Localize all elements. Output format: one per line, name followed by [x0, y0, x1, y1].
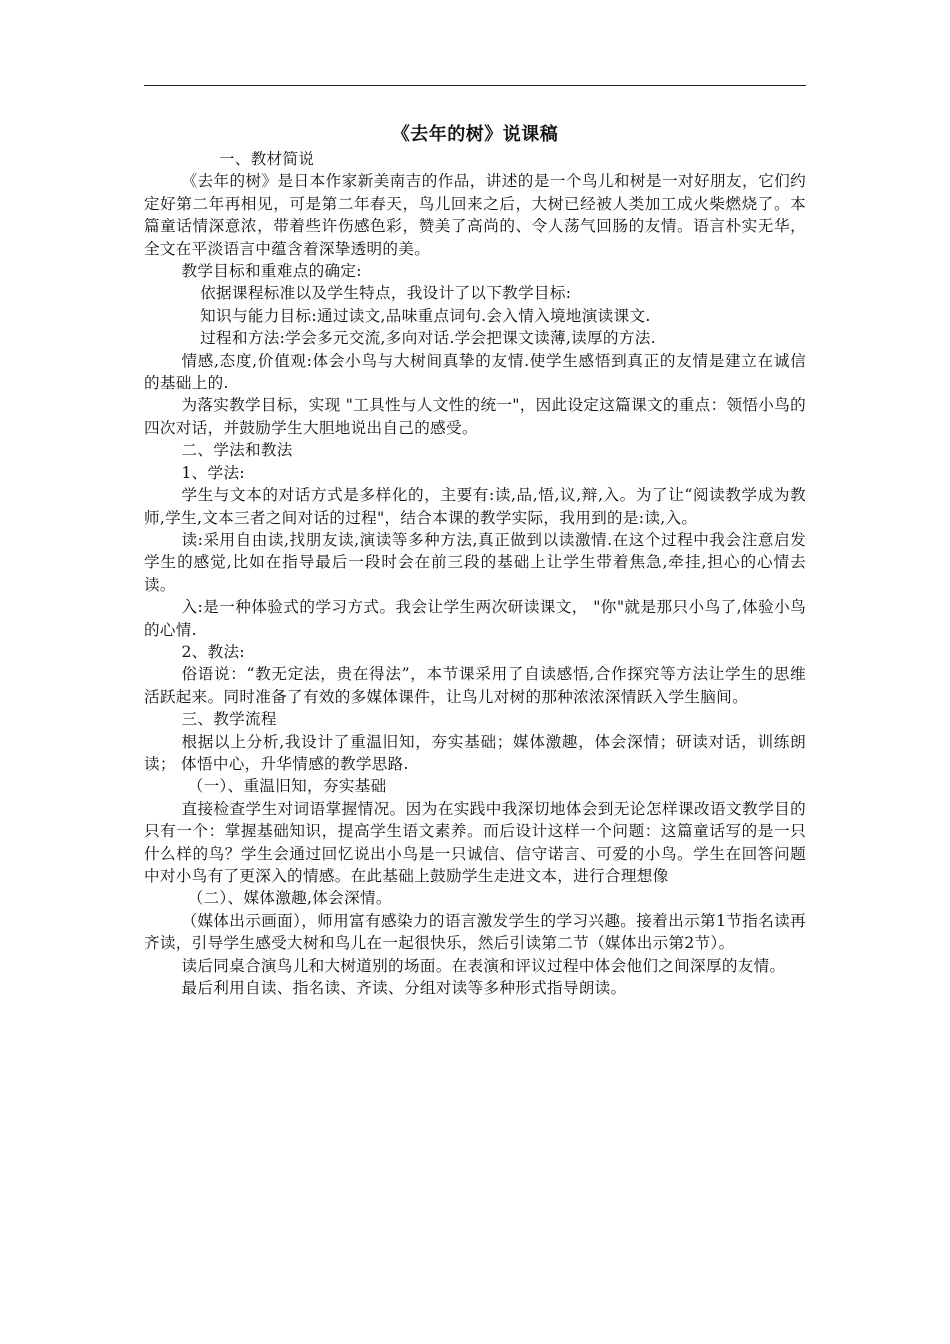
paragraph: 情感,态度,价值观:体会小鸟与大树间真挚的友情.使学生感悟到真正的友情是建立在诚信的基础上的. [144, 351, 806, 393]
header-rule [144, 85, 806, 86]
paragraph: 依据课程标准以及学生特点，我设计了以下教学目标: [200, 284, 572, 303]
paragraph: 教学目标和重难点的确定: [181, 262, 362, 281]
paragraph: 学生与文本的对话方式是多样化的，主要有:读,品,悟,议,辩,入。为了让“阅读教学成为教师,学生,文本三者之间对话的过程"，结合本课的教学实际，我用到的是:读,入。 [144, 486, 806, 527]
paragraph: 最后利用自读、指名读、齐读、分组对读等多种形式指导朗读。 [181, 979, 627, 998]
subsection-heading: （二）、媒体激趣,体会深情。 [187, 889, 392, 908]
document-body [144, 122, 806, 999]
section-heading-3: 三、教学流程 [181, 710, 277, 729]
paragraph: 入:是一种体验式的学习方式。我会让学生两次研读课文， "你"就是那只小鸟了,体验小鸟的心情. [144, 598, 806, 639]
subsection-heading: 1、学法: [181, 463, 245, 482]
paragraph: 过程和方法:学会多元交流,多向对话.学会把课文读薄,读厚的方法. [200, 329, 656, 348]
paragraph: 读:采用自由读,找朋友读,演读等多种方法,真正做到以读激情.在这个过程中我会注意启发学生的感觉,比如在指导最后一段时会在前三段的基础上让学生带着焦急,牵挂,担心的心情去读。 [144, 530, 806, 594]
document-title: 《去年的树》说课稿 [391, 124, 559, 145]
paragraph: 根据以上分析,我设计了重温旧知，夯实基础；媒体激趣，体会深情；研读对话，训练朗读； 体悟中心，升华情感的教学思路. [144, 732, 806, 773]
paragraph: 《去年的树》是日本作家新美南吉的作品，讲述的是一个鸟儿和树是一对好朋友，它们约定好第二年再相见，可是第二年春天，鸟儿回来之后，大树已经被人类加工成火柴燃烧了。本篇童话情深意浓，带着些许伤感色彩，赞美了高尚的、令人荡气回肠的友情。语言朴实无华，全文在平淡语言中蕴含着深挚透明的美。 [144, 172, 806, 258]
paragraph: 直接检查学生对词语掌握情况。因为在实践中我深切地体会到无论怎样课改语文教学目的只有一个：掌握基础知识，提高学生语文素养。而后设计这样一个问题：这篇童话写的是一只什么样的鸟？学生会通过回忆说出小鸟是一只诚信、信守诺言、可爱的小鸟。学生在回答问题中对小鸟有了更深入的情感。在此基础上鼓励学生走进文本，进行合理想像 [144, 799, 806, 885]
paragraph: 俗语说：“教无定法，贵在得法”，本节课采用了自读感悟,合作探究等方法让学生的思维活跃起来。同时准备了有效的多媒体课件，让鸟儿对树的那种浓浓深情跃入学生脑间。 [144, 665, 806, 706]
section-heading-1: 一、教材简说 [218, 150, 315, 168]
paragraph: 读后同桌合演鸟儿和大树道别的场面。在表演和评议过程中体会他们之间深厚的友情。 [181, 956, 786, 975]
paragraph: 为落实教学目标，实现 "工具性与人文性的统一"，因此设定这篇课文的重点：领悟小鸟的四次对话，并鼓励学生大胆地说出自己的感受。 [144, 396, 806, 437]
subsection-heading: 2、教法: [181, 642, 245, 661]
subsection-heading: （一）、重温旧知，夯实基础 [187, 777, 387, 796]
section-heading-2: 二、学法和教法 [181, 441, 293, 460]
paragraph: （媒体出示画面），师用富有感染力的语言激发学生的学习兴趣。接着出示第1节指名读再齐读，引导学生感受大树和鸟儿在一起很快乐，然后引读第二节（媒体出示第2节）。 [144, 911, 806, 953]
paragraph: 知识与能力目标:通过读文,品味重点词句.会入情入境地演读课文. [200, 306, 651, 325]
document-text [144, 148, 806, 999]
